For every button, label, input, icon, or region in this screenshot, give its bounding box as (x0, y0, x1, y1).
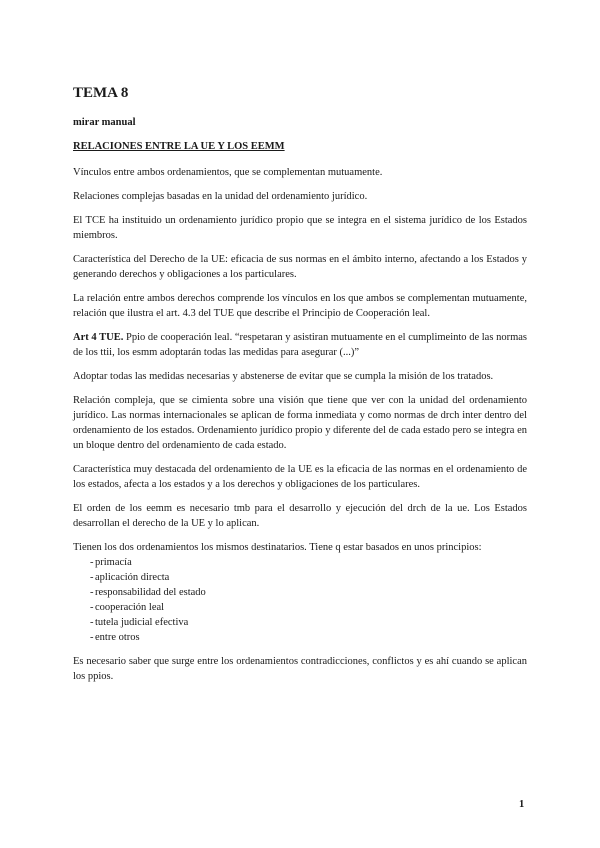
paragraph-6 (73, 330, 527, 360)
document-content (73, 84, 527, 684)
paragraph-3: El TCE ha instituido un ordenamiento jurídico propio que se integra en el sistema jurídico de los Estados miembros. (73, 215, 527, 241)
subtitle-note: mirar manual (73, 117, 136, 128)
paragraph-5: La relación entre ambos derechos comprende los vínculos en los que ambos se complementan mutuamente, relación que ilustra el art. 4.3 del TUE que describe el Principio de Cooperación leal. (73, 293, 527, 319)
article-reference: Art 4 TUE. (73, 332, 124, 343)
page-title: TEMA 8 (73, 85, 129, 101)
paragraph-4: Característica del Derecho de la UE: eficacia de sus normas en el ámbito interno, afectando a los Estados y generando derechos y obligaciones a los particulares. (73, 254, 527, 280)
section-heading: RELACIONES ENTRE LA UE Y LOS EEMM (73, 141, 285, 152)
paragraph-7: Adoptar todas las medidas necesarias y abstenerse de evitar que se cumpla la misión de los tratados. (73, 371, 494, 382)
principles-list (73, 555, 527, 645)
paragraph-8: Relación compleja, que se cimienta sobre una visión que tiene que ver con la unidad del ordenamiento jurídico. Las normas internacionales se aplican de forma inmediata y como normas de drch inter dentro del ordenamiento de los estados. Ordenamiento jurídico propio y diferente del de cada estado pero se integra en un bloque dentro del ordenamiento de cada estado. (73, 395, 527, 451)
list-item: - cooperación leal (73, 600, 527, 615)
paragraph-2: Relaciones complejas basadas en la unidad del ordenamiento jurídico. (73, 191, 368, 202)
article-text: Ppio de cooperación leal. “respetaran y asistiran mutuamente en el cumplimeinto de las normas de los ttii, los esmm adoptarán todas las medidas para asegurar (...)” (73, 332, 527, 358)
paragraph-9: Característica muy destacada del ordenamiento de la UE es la eficacia de las normas en el ordenamiento de los estados, afecta a los estados y a los derechos y obligaciones de los particulares. (73, 464, 527, 490)
paragraph-11: Tienen los dos ordenamientos los mismos destinatarios. Tiene q estar basados en unos principios: (73, 542, 482, 553)
paragraph-10: El orden de los eemm es necesario tmb para el desarrollo y ejecución del drch de la ue. Los Estados desarrollan el derecho de la UE y lo aplican. (73, 503, 527, 529)
list-item: - tutela judicial efectiva (73, 615, 527, 630)
list-item: - responsabilidad del estado (73, 585, 527, 600)
list-item: - primacía (73, 555, 527, 570)
list-item: - aplicación directa (73, 570, 527, 585)
page-number: 1 (519, 799, 525, 810)
paragraph-12: Es necesario saber que surge entre los ordenamientos contradicciones, conflictos y es ahí cuando se aplican los ppios. (73, 656, 527, 682)
list-item: - entre otros (73, 630, 527, 645)
paragraph-1: Vínculos entre ambos ordenamientos, que se complementan mutuamente. (73, 167, 383, 178)
